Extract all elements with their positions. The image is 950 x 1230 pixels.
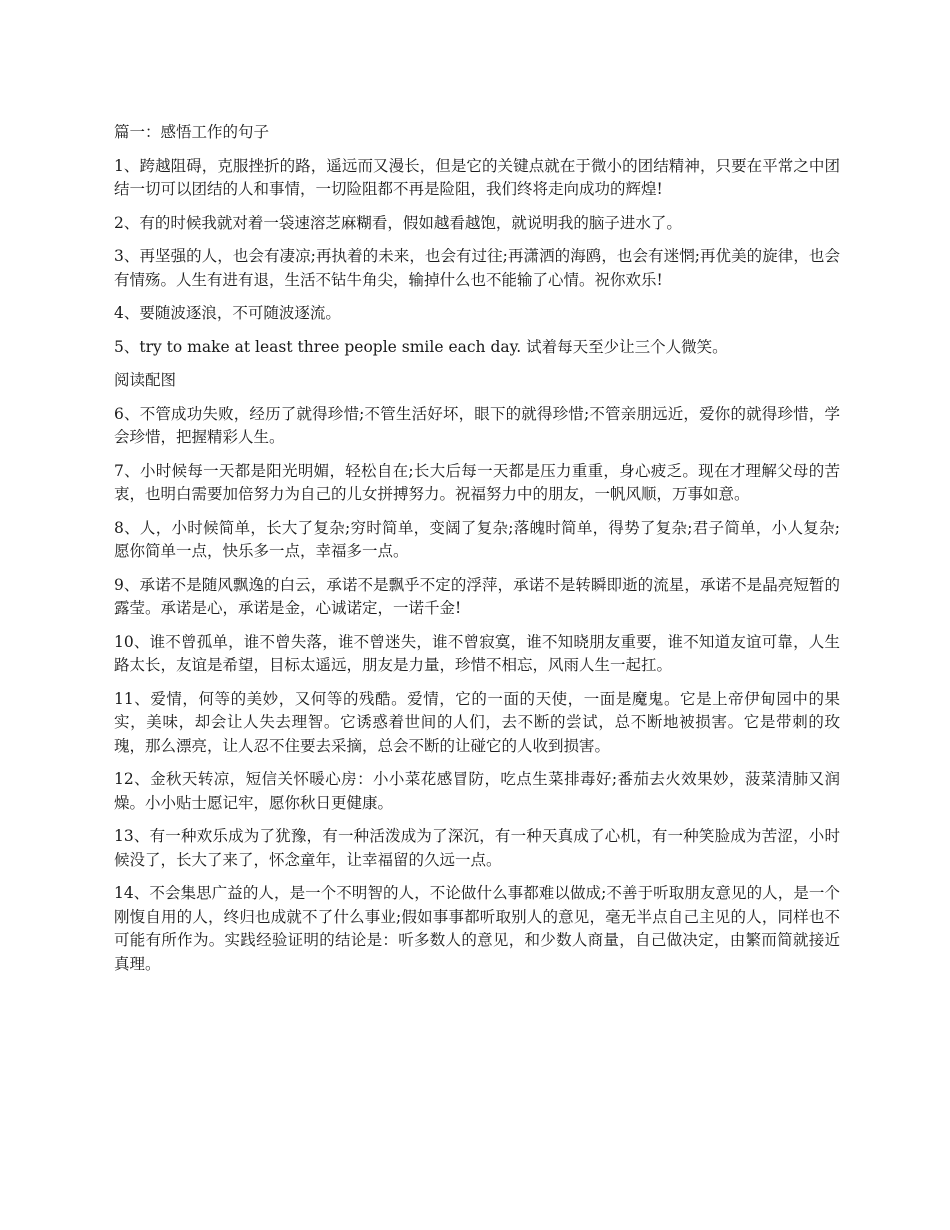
section-label: 阅读配图: [114, 371, 177, 389]
paragraph-11: 11、爱情，何等的美妙，又何等的残酷。爱情，它的一面的天使，一面是魔鬼。它是上帝伊甸园中的果实，美味，却会让人失去理智。它诱惑着世间的人们，去不断的尝试，总不断地被损害。它是带刺的玫瑰，那么漂亮，让人忍不住要去采摘，总会不断的让碰它的人收到损害。: [114, 689, 840, 755]
paragraph-12: 12、金秋天转凉，短信关怀暖心房：小小菜花感冒防，吃点生菜排毒好;番茄去火效果妙，菠菜清肺又润燥。小小贴士愿记牢，愿你秋日更健康。: [114, 770, 840, 812]
paragraph-10: 10、谁不曾孤单，谁不曾失落，谁不曾迷失，谁不曾寂寞，谁不知晓朋友重要，谁不知道友谊可靠，人生路太长，友谊是希望，目标太遥远，朋友是力量，珍惜不相忘，风雨人生一起扛。: [114, 632, 840, 674]
document-body: [114, 121, 840, 986]
paragraph-3: 3、再坚强的人，也会有凄凉;再执着的未来，也会有过往;再潇洒的海鸥，也会有迷惘;再优美的旋律，也会有情殇。人生有进有退，生活不钻牛角尖，输掉什么也不能输了心情。祝你欢乐!: [114, 247, 840, 289]
paragraph-1: 1、跨越阻碍，克服挫折的路，遥远而又漫长，但是它的关键点就在于微小的团结精神，只要在平常之中团结一切可以团结的人和事情，一切险阻都不再是险阻，我们终将走向成功的辉煌!: [114, 156, 840, 198]
paragraph-9: 9、承诺不是随风飘逸的白云，承诺不是飘乎不定的浮萍，承诺不是转瞬即逝的流星，承诺不是晶亮短暂的露莹。承诺是心，承诺是金，心诚诺定，一诺千金!: [114, 575, 840, 617]
paragraph-4: 4、要随波逐浪，不可随波逐流。: [114, 304, 341, 322]
paragraph-7: 7、小时候每一天都是阳光明媚，轻松自在;长大后每一天都是压力重重，身心疲乏。现在才理解父母的苦衷，也明白需要加倍努力为自己的儿女拼搏努力。祝福努力中的朋友，一帆风顺，万事如意。: [114, 461, 840, 503]
paragraph-14: 14、不会集思广益的人，是一个不明智的人，不论做什么事都难以做成;不善于听取朋友意见的人，是一个刚愎自用的人，终归也成就不了什么事业;假如事事都听取别人的意见，毫无半点自己主见的人，同样也不可能有所作为。实践经验证明的结论是：听多数人的意见，和少数人商量，自己做决定，由繁而简就接近真理。: [114, 884, 840, 973]
document-title: 篇一：感悟工作的句子: [114, 123, 270, 141]
paragraph-2: 2、有的时候我就对着一袋速溶芝麻糊看，假如越看越饱，就说明我的脑子进水了。: [114, 213, 682, 232]
paragraph-13: 13、有一种欢乐成为了犹豫，有一种活泼成为了深沉，有一种天真成了心机，有一种笑脸成为苦涩，小时候没了，长大了来了，怀念童年，让幸福留的久远一点。: [114, 827, 840, 869]
paragraph-6: 6、不管成功失败，经历了就得珍惜;不管生活好坏，眼下的就得珍惜;不管亲朋远近，爱你的就得珍惜，学会珍惜，把握精彩人生。: [114, 404, 840, 446]
paragraph-5: 5、try to make at least three people smile each day. 试着每天至少让三个人微笑。: [114, 337, 728, 356]
paragraph-8: 8、人，小时候简单，长大了复杂;穷时简单，变阔了复杂;落魄时简单，得势了复杂;君子简单，小人复杂;愿你简单一点，快乐多一点，幸福多一点。: [114, 518, 840, 560]
